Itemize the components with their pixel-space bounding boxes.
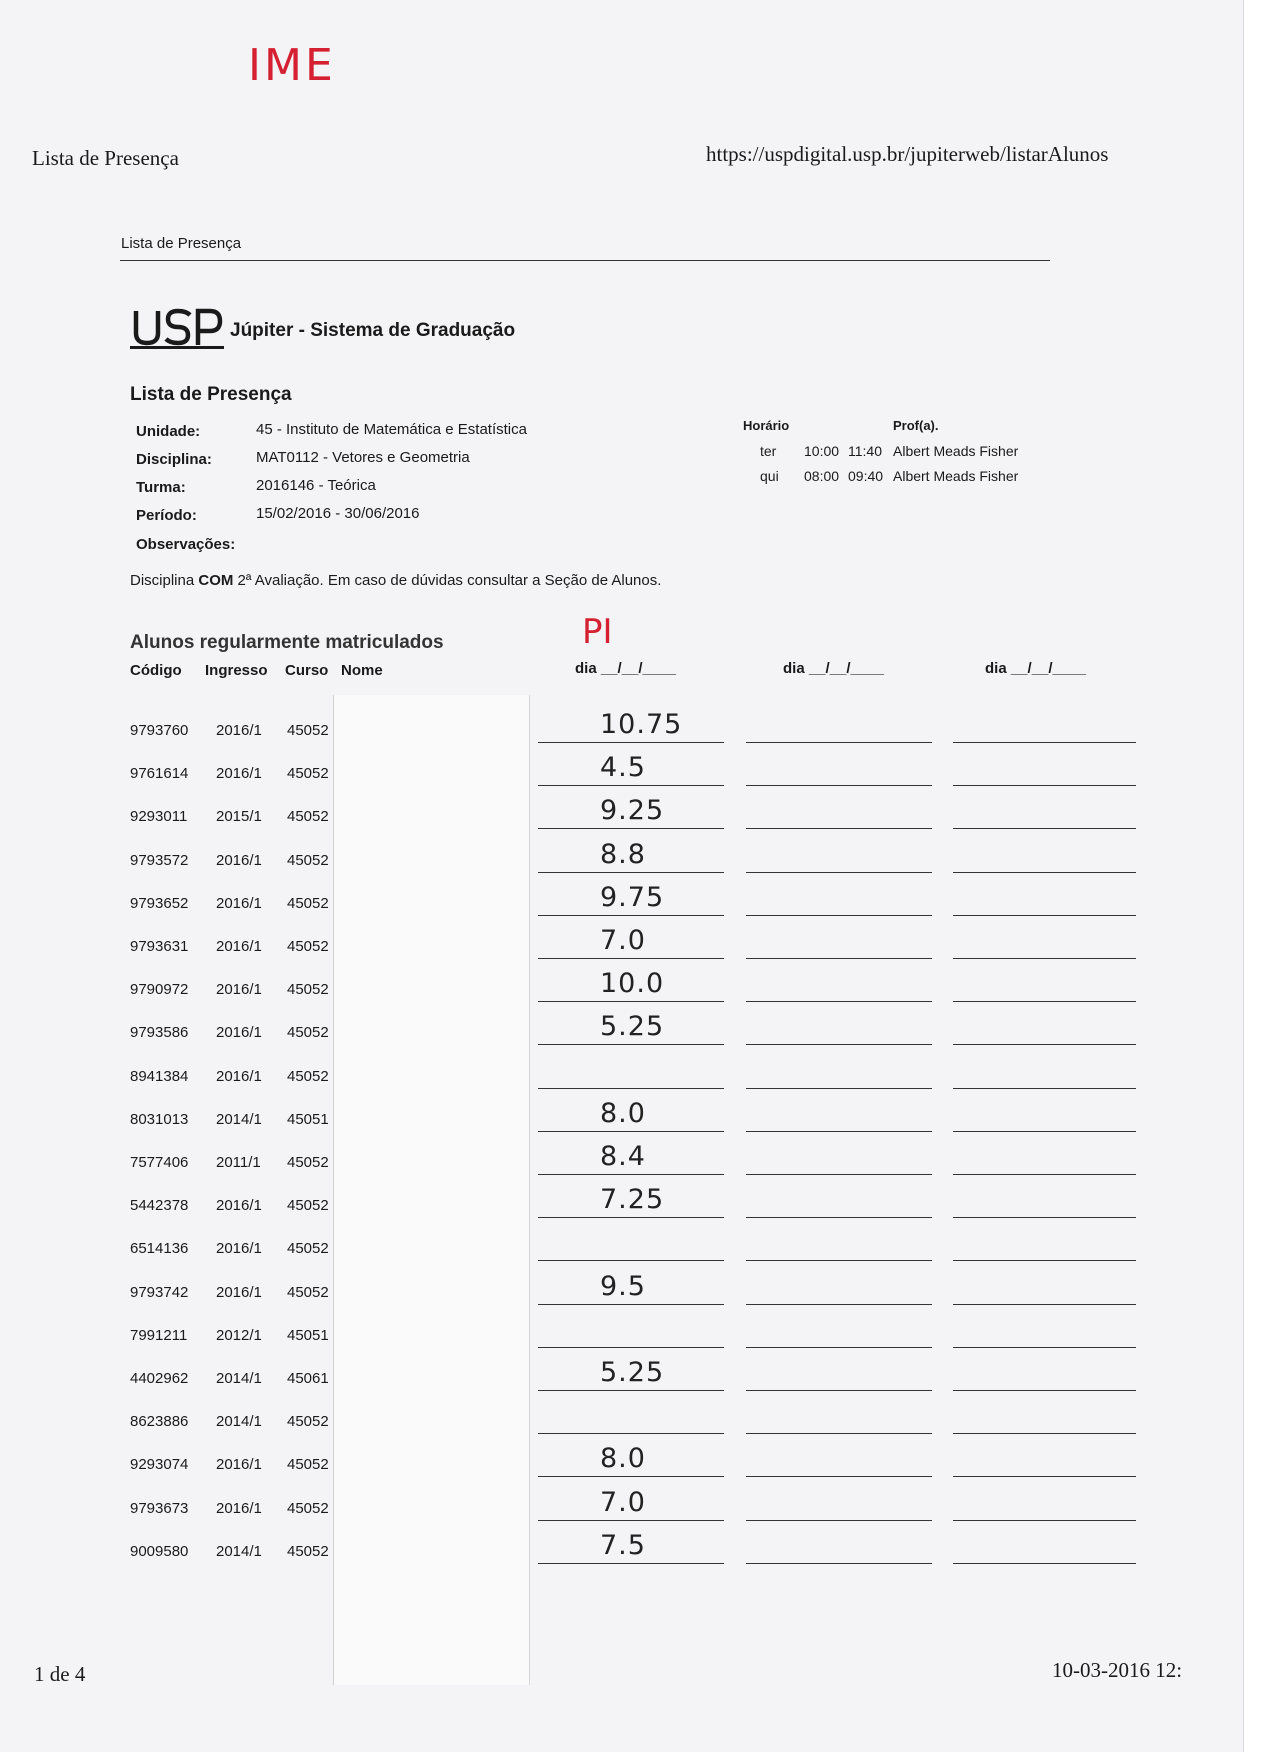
student-curso: 45052: [287, 852, 329, 869]
signature-line: [538, 872, 724, 873]
signature-line: [746, 915, 932, 916]
student-curso: 45052: [287, 1543, 329, 1560]
schedule-day: ter: [760, 443, 777, 459]
signature-line: [953, 742, 1136, 743]
student-ingresso: 2016/1: [216, 938, 262, 955]
student-code: 9293011: [130, 808, 188, 825]
student-ingresso: 2016/1: [216, 1024, 262, 1041]
student-curso: 45052: [287, 1284, 329, 1301]
student-code: 9793652: [130, 895, 189, 912]
student-ingresso: 2015/1: [216, 808, 262, 825]
signature-line: [538, 1390, 724, 1391]
student-code: 8941384: [130, 1068, 189, 1085]
student-curso: 45051: [287, 1111, 329, 1128]
tape-strip: [333, 695, 530, 1685]
signature-line: [746, 1001, 932, 1002]
student-ingresso: 2016/1: [216, 895, 262, 912]
signature-line: [538, 915, 724, 916]
student-code: 9793586: [130, 1024, 189, 1041]
handwritten-grade: 8.8: [600, 839, 646, 870]
signature-line: [538, 1347, 724, 1348]
student-code: 4402962: [130, 1370, 189, 1387]
unidade-value: 45 - Instituto de Matemática e Estatística: [256, 421, 527, 438]
col-header-codigo: Código: [130, 662, 182, 679]
student-code: 8031013: [130, 1111, 189, 1128]
turma-value: 2016146 - Teórica: [256, 477, 376, 494]
prof-label: Prof(a).: [893, 418, 939, 433]
student-ingresso: 2016/1: [216, 765, 262, 782]
section-title: Alunos regularmente matriculados: [130, 632, 444, 653]
student-ingresso: 2014/1: [216, 1370, 262, 1387]
student-curso: 45052: [287, 722, 329, 739]
student-code: 8623886: [130, 1413, 189, 1430]
handwritten-grade: 7.25: [600, 1184, 665, 1215]
signature-line: [746, 1174, 932, 1175]
signature-line: [953, 1476, 1136, 1477]
handwritten-grade: 7.0: [600, 925, 646, 956]
student-curso: 45052: [287, 765, 329, 782]
student-ingresso: 2014/1: [216, 1543, 262, 1560]
handwritten-grade: 9.75: [600, 882, 665, 913]
observacoes-label: Observações:: [136, 536, 236, 553]
handwritten-grade: 8.0: [600, 1443, 646, 1474]
signature-line: [746, 742, 932, 743]
signature-line: [746, 1433, 932, 1434]
signature-line: [953, 915, 1136, 916]
handwritten-grade: 9.25: [600, 795, 665, 826]
handwritten-grade: 9.5: [600, 1271, 646, 1302]
note-text-pre: Disciplina: [130, 572, 199, 589]
signature-line: [953, 872, 1136, 873]
print-header-url: https://uspdigital.usp.br/jupiterweb/listarAlunos: [706, 142, 1109, 166]
handwritten-ime-mark: IME: [248, 40, 336, 91]
student-ingresso: 2014/1: [216, 1413, 262, 1430]
signature-line: [746, 1390, 932, 1391]
periodo-value: 15/02/2016 - 30/06/2016: [256, 505, 420, 522]
handwritten-grade: 5.25: [600, 1011, 665, 1042]
student-curso: 45052: [287, 1068, 329, 1085]
signature-line: [538, 1088, 724, 1089]
page-small-title: Lista de Presença: [121, 235, 242, 252]
student-ingresso: 2016/1: [216, 1500, 262, 1517]
student-curso: 45051: [287, 1327, 329, 1344]
signature-line: [746, 1217, 932, 1218]
unidade-label: Unidade:: [136, 423, 201, 440]
student-code: 9761614: [130, 765, 189, 782]
signature-line: [953, 1131, 1136, 1132]
handwritten-grade: 7.0: [600, 1487, 646, 1518]
handwritten-grade: 8.4: [600, 1141, 646, 1172]
signature-line: [538, 1001, 724, 1002]
col-header-dia-3: dia __/__/____: [985, 660, 1086, 677]
signature-line: [538, 828, 724, 829]
horario-label: Horário: [743, 418, 790, 433]
student-code: 9009580: [130, 1543, 189, 1560]
student-ingresso: 2011/1: [216, 1154, 261, 1171]
student-ingresso: 2016/1: [216, 981, 262, 998]
signature-line: [538, 1520, 724, 1521]
schedule-prof: Albert Meads Fisher: [893, 443, 1019, 459]
signature-line: [538, 1260, 724, 1261]
disciplina-value: MAT0112 - Vetores e Geometria: [256, 449, 470, 466]
disciplina-label: Disciplina:: [136, 451, 212, 468]
col-header-dia-1: dia __/__/____: [575, 660, 676, 677]
student-curso: 45061: [287, 1370, 329, 1387]
schedule-prof: Albert Meads Fisher: [893, 468, 1019, 484]
header-rule: [120, 260, 1050, 261]
col-header-dia-2: dia __/__/____: [783, 660, 884, 677]
student-code: 9793631: [130, 938, 189, 955]
signature-line: [538, 1217, 724, 1218]
student-curso: 45052: [287, 1240, 329, 1257]
schedule-day: qui: [760, 468, 779, 484]
student-code: 9793673: [130, 1500, 189, 1517]
student-curso: 45052: [287, 1154, 329, 1171]
signature-line: [538, 1304, 724, 1305]
signature-line: [746, 958, 932, 959]
handwritten-grade: 8.0: [600, 1098, 646, 1129]
paper-edge: [1243, 0, 1274, 1752]
student-curso: 45052: [287, 895, 329, 912]
signature-line: [538, 1044, 724, 1045]
student-curso: 45052: [287, 1413, 329, 1430]
signature-line: [746, 1476, 932, 1477]
signature-line: [746, 1088, 932, 1089]
student-code: 9790972: [130, 981, 189, 998]
student-code: 5442378: [130, 1197, 189, 1214]
signature-line: [538, 785, 724, 786]
signature-line: [538, 1131, 724, 1132]
handwritten-pi-mark: PI: [582, 612, 613, 652]
student-code: 9793572: [130, 852, 189, 869]
handwritten-grade: 10.75: [600, 709, 683, 740]
signature-line: [953, 1520, 1136, 1521]
schedule-start: 10:00: [804, 443, 840, 459]
student-ingresso: 2016/1: [216, 1240, 262, 1257]
signature-line: [953, 1174, 1136, 1175]
handwritten-grade: 5.25: [600, 1357, 665, 1388]
system-title: Júpiter - Sistema de Graduação: [230, 320, 516, 341]
student-curso: 45052: [287, 1197, 329, 1214]
signature-line: [746, 1260, 932, 1261]
student-ingresso: 2012/1: [216, 1327, 262, 1344]
schedule-end: 11:40: [848, 443, 882, 459]
list-title: Lista de Presença: [130, 384, 292, 405]
student-curso: 45052: [287, 981, 329, 998]
student-ingresso: 2014/1: [216, 1111, 262, 1128]
handwritten-grade: 4.5: [600, 752, 646, 783]
signature-line: [953, 1260, 1136, 1261]
discipline-note: [130, 572, 661, 589]
student-ingresso: 2016/1: [216, 1456, 262, 1473]
signature-line: [746, 1304, 932, 1305]
note-text-post: 2ª Avaliação. Em caso de dúvidas consultar a Seção de Alunos.: [233, 572, 662, 589]
signature-line: [953, 1390, 1136, 1391]
signature-line: [953, 1304, 1136, 1305]
student-ingresso: 2016/1: [216, 852, 262, 869]
signature-line: [746, 1131, 932, 1132]
signature-line: [746, 872, 932, 873]
signature-line: [746, 1520, 932, 1521]
signature-line: [953, 1217, 1136, 1218]
signature-line: [746, 1044, 932, 1045]
handwritten-grade: 7.5: [600, 1530, 646, 1561]
col-header-ingresso: Ingresso: [205, 662, 268, 679]
handwritten-grade: 10.0: [600, 968, 665, 999]
signature-line: [746, 1347, 932, 1348]
signature-line: [746, 785, 932, 786]
page-number: 1 de 4: [34, 1662, 86, 1686]
schedule-end: 09:40: [848, 468, 884, 484]
usp-logo: [130, 307, 224, 349]
signature-line: [538, 1433, 724, 1434]
student-curso: 45052: [287, 1456, 329, 1473]
student-curso: 45052: [287, 938, 329, 955]
student-code: 7577406: [130, 1154, 189, 1171]
signature-line: [538, 958, 724, 959]
student-code: 9793760: [130, 722, 189, 739]
student-curso: 45052: [287, 1024, 329, 1041]
signature-line: [953, 828, 1136, 829]
signature-line: [953, 1001, 1136, 1002]
signature-line: [953, 958, 1136, 959]
student-ingresso: 2016/1: [216, 722, 262, 739]
student-ingresso: 2016/1: [216, 1284, 262, 1301]
signature-line: [953, 1563, 1136, 1564]
signature-line: [953, 1044, 1136, 1045]
student-ingresso: 2016/1: [216, 1068, 262, 1085]
signature-line: [538, 1563, 724, 1564]
signature-line: [538, 742, 724, 743]
schedule-start: 08:00: [804, 468, 840, 484]
signature-line: [746, 1563, 932, 1564]
student-code: 9293074: [130, 1456, 189, 1473]
student-code: 6514136: [130, 1240, 189, 1257]
print-datetime: 10-03-2016 12:: [1052, 1658, 1183, 1682]
signature-line: [538, 1476, 724, 1477]
student-ingresso: 2016/1: [216, 1197, 262, 1214]
signature-line: [746, 828, 932, 829]
signature-line: [538, 1174, 724, 1175]
student-code: 9793742: [130, 1284, 189, 1301]
student-curso: 45052: [287, 808, 329, 825]
col-header-curso: Curso: [285, 662, 329, 679]
signature-line: [953, 1088, 1136, 1089]
signature-line: [953, 1433, 1136, 1434]
periodo-label: Período:: [136, 507, 197, 524]
signature-line: [953, 1347, 1136, 1348]
turma-label: Turma:: [136, 479, 186, 496]
print-header-title: Lista de Presença: [32, 146, 179, 170]
col-header-nome: Nome: [341, 662, 383, 679]
signature-line: [953, 785, 1136, 786]
student-code: 7991211: [130, 1327, 188, 1344]
note-text-bold: COM: [198, 572, 234, 589]
student-curso: 45052: [287, 1500, 329, 1517]
